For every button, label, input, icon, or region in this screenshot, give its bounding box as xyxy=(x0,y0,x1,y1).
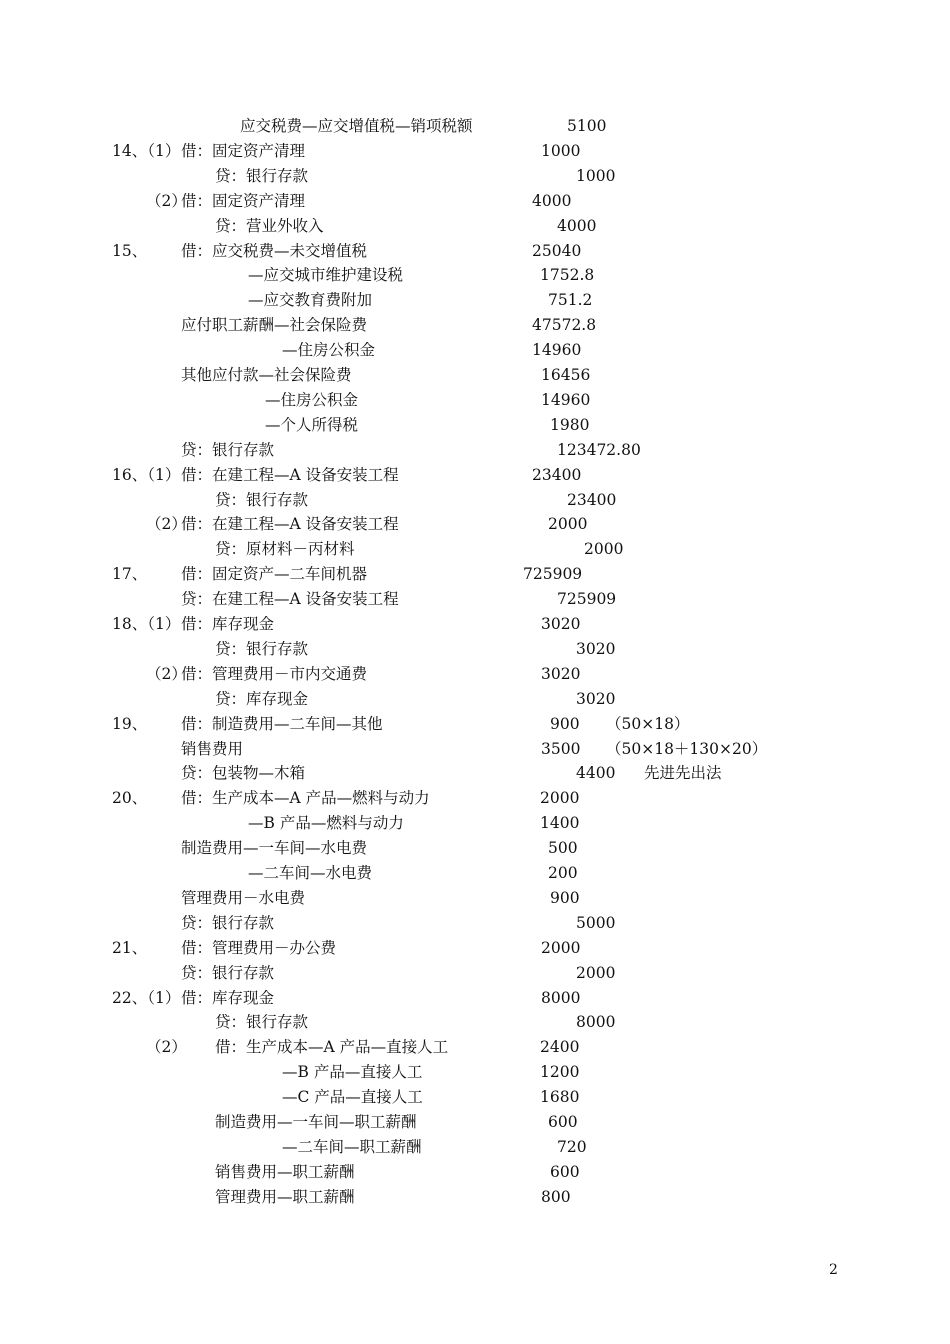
amount-value: 725909 xyxy=(523,565,583,584)
entry-number: 16、（1） xyxy=(112,465,181,484)
journal-line xyxy=(0,911,950,935)
account-label: 贷：原材料－丙材料 xyxy=(215,540,355,559)
amount-value: 500 xyxy=(548,839,578,858)
journal-line xyxy=(0,388,950,412)
entry-number: 18、（1） xyxy=(112,615,181,633)
journal-line xyxy=(0,662,950,686)
journal-line xyxy=(0,438,950,462)
amount-value: 1680 xyxy=(540,1088,580,1107)
amount-value: 1200 xyxy=(540,1063,580,1082)
account-label: —住房公积金 xyxy=(265,390,359,409)
journal-line xyxy=(0,263,950,287)
amount-value: 5100 xyxy=(567,117,607,135)
amount-value: 800 xyxy=(541,1187,571,1206)
entry-number: 17、 xyxy=(112,565,148,584)
journal-line xyxy=(0,936,950,960)
amount-value: 1980 xyxy=(550,415,590,434)
account-label: 贷：银行存款 xyxy=(215,490,309,509)
amount-value: 3020 xyxy=(541,615,581,633)
amount-value: 8000 xyxy=(541,988,581,1007)
account-label: 贷：库存现金 xyxy=(215,689,309,708)
account-label: 贷：在建工程—A 设备安装工程 xyxy=(181,590,399,609)
account-label: 应交税费—应交增值税—销项税额 xyxy=(240,117,473,135)
journal-line xyxy=(0,737,950,761)
journal-line xyxy=(0,214,950,238)
amount-value: 123472.80 xyxy=(557,440,641,459)
account-label: —住房公积金 xyxy=(282,341,376,360)
journal-line xyxy=(0,164,950,188)
account-label: —B 产品—直接人工 xyxy=(282,1063,423,1082)
journal-line xyxy=(0,488,950,512)
account-label: —B 产品—燃料与动力 xyxy=(248,814,404,833)
account-label: 借：生产成本—A 产品—直接人工 xyxy=(215,1038,449,1057)
account-label: 借：制造费用—二车间—其他 xyxy=(181,714,383,733)
account-label: 贷：银行存款 xyxy=(181,913,275,932)
amount-value: 2000 xyxy=(548,515,588,534)
amount-value: 2000 xyxy=(541,938,581,957)
amount-value: 1400 xyxy=(540,814,580,833)
account-label: —C 产品—直接人工 xyxy=(282,1088,423,1107)
journal-line xyxy=(0,1160,950,1184)
journal-line xyxy=(0,537,950,561)
amount-value: 23400 xyxy=(567,490,617,509)
amount-value: 900 xyxy=(550,888,580,907)
account-label: 借：固定资产清理 xyxy=(181,191,306,210)
amount-value: 5000 xyxy=(576,913,616,932)
amount-value: 2400 xyxy=(540,1038,580,1057)
amount-value: 720 xyxy=(557,1137,587,1156)
journal-line xyxy=(0,288,950,312)
account-label: 借：库存现金 xyxy=(181,615,275,633)
journal-line xyxy=(0,363,950,387)
journal-line xyxy=(0,1060,950,1084)
amount-value: 25040 xyxy=(532,241,582,260)
amount-value: 3020 xyxy=(576,689,616,708)
journal-line xyxy=(0,986,950,1010)
journal-line xyxy=(0,1185,950,1209)
account-label: 制造费用—一车间—水电费 xyxy=(181,839,368,858)
amount-value: 2000 xyxy=(576,963,616,982)
entry-number: （2） xyxy=(146,515,187,534)
journal-line xyxy=(0,761,950,785)
account-label: 借：管理费用－办公费 xyxy=(181,938,337,957)
amount-value: 14960 xyxy=(541,390,591,409)
journal-line xyxy=(0,961,950,985)
entry-note: （50×18＋130×20） xyxy=(606,739,768,758)
journal-line xyxy=(0,811,950,835)
account-label: 贷：包装物—木箱 xyxy=(181,764,306,783)
amount-value: 2000 xyxy=(540,789,580,808)
journal-line xyxy=(0,463,950,487)
account-label: 借：固定资产清理 xyxy=(181,141,306,160)
entry-number: 22、（1） xyxy=(112,988,181,1007)
amount-value: 1000 xyxy=(541,141,581,160)
account-label: 贷：银行存款 xyxy=(181,440,275,459)
amount-value: 47572.8 xyxy=(532,316,597,335)
account-label: —二车间—职工薪酬 xyxy=(282,1137,422,1156)
journal-line xyxy=(0,886,950,910)
entry-number: 15、 xyxy=(112,241,148,260)
account-label: 应付职工薪酬—社会保险费 xyxy=(181,316,368,335)
account-label: 贷：银行存款 xyxy=(181,963,275,982)
journal-line xyxy=(0,1010,950,1034)
journal-line xyxy=(0,239,950,263)
account-label: 借：在建工程—A 设备安装工程 xyxy=(181,465,399,484)
amount-value: 600 xyxy=(550,1162,580,1181)
amount-value: 4400 xyxy=(576,764,616,783)
journal-line xyxy=(0,712,950,736)
entry-number: 19、 xyxy=(112,714,148,733)
journal-line xyxy=(0,786,950,810)
amount-value: 1752.8 xyxy=(540,266,595,285)
account-label: 其他应付款—社会保险费 xyxy=(181,366,352,384)
account-label: —应交教育费附加 xyxy=(248,291,373,310)
journal-line xyxy=(0,114,950,138)
amount-value: 200 xyxy=(548,864,578,882)
journal-line xyxy=(0,1110,950,1134)
journal-line xyxy=(0,1035,950,1059)
amount-value: 16456 xyxy=(541,366,591,384)
account-label: 贷：银行存款 xyxy=(215,639,309,658)
amount-value: 900 xyxy=(550,714,580,733)
entry-note: （50×18） xyxy=(606,714,690,733)
entry-number: 20、 xyxy=(112,789,148,808)
journal-line xyxy=(0,139,950,163)
account-label: 借：固定资产—二车间机器 xyxy=(181,565,368,584)
account-label: —个人所得税 xyxy=(265,415,359,434)
entry-number: （2） xyxy=(146,191,187,210)
account-label: 管理费用－水电费 xyxy=(181,888,306,907)
account-label: 借：库存现金 xyxy=(181,988,275,1007)
amount-value: 14960 xyxy=(532,341,582,360)
journal-line xyxy=(0,512,950,536)
amount-value: 600 xyxy=(548,1113,578,1131)
account-label: 借：管理费用－市内交通费 xyxy=(181,664,368,683)
journal-line xyxy=(0,637,950,661)
journal-line xyxy=(0,562,950,586)
account-label: —二车间—水电费 xyxy=(248,864,373,882)
journal-line xyxy=(0,313,950,337)
entry-note: 先进先出法 xyxy=(644,764,722,783)
journal-line xyxy=(0,587,950,611)
journal-line xyxy=(0,1085,950,1109)
account-label: 管理费用—职工薪酬 xyxy=(215,1187,355,1206)
amount-value: 8000 xyxy=(576,1013,616,1032)
journal-line xyxy=(0,861,950,885)
amount-value: 2000 xyxy=(584,540,624,559)
account-label: 借：在建工程—A 设备安装工程 xyxy=(181,515,399,534)
account-label: 贷：银行存款 xyxy=(215,1013,309,1032)
amount-value: 751.2 xyxy=(548,291,593,310)
journal-line xyxy=(0,612,950,636)
entry-number: （2） xyxy=(146,664,187,683)
journal-line xyxy=(0,413,950,437)
amount-value: 3020 xyxy=(576,639,616,658)
journal-line xyxy=(0,189,950,213)
entry-number: （2） xyxy=(146,1038,187,1057)
account-label: 制造费用—一车间—职工薪酬 xyxy=(215,1113,417,1131)
page-number: 2 xyxy=(829,1262,838,1278)
journal-line xyxy=(0,1135,950,1159)
entry-number: 14、（1） xyxy=(112,141,181,160)
entry-number: 21、 xyxy=(112,938,148,957)
journal-line xyxy=(0,338,950,362)
amount-value: 1000 xyxy=(576,166,616,185)
account-label: 借：生产成本—A 产品—燃料与动力 xyxy=(181,789,430,808)
account-label: —应交城市维护建设税 xyxy=(248,266,404,285)
journal-line xyxy=(0,687,950,711)
amount-value: 4000 xyxy=(557,216,597,235)
account-label: 销售费用 xyxy=(181,739,244,758)
account-label: 贷：银行存款 xyxy=(215,166,309,185)
account-label: 贷：营业外收入 xyxy=(215,216,324,235)
amount-value: 3020 xyxy=(541,664,581,683)
account-label: 销售费用—职工薪酬 xyxy=(215,1162,355,1181)
amount-value: 725909 xyxy=(557,590,617,609)
amount-value: 23400 xyxy=(532,465,582,484)
journal-line xyxy=(0,836,950,860)
amount-value: 4000 xyxy=(532,191,572,210)
account-label: 借：应交税费—未交增值税 xyxy=(181,241,368,260)
amount-value: 3500 xyxy=(541,739,581,758)
